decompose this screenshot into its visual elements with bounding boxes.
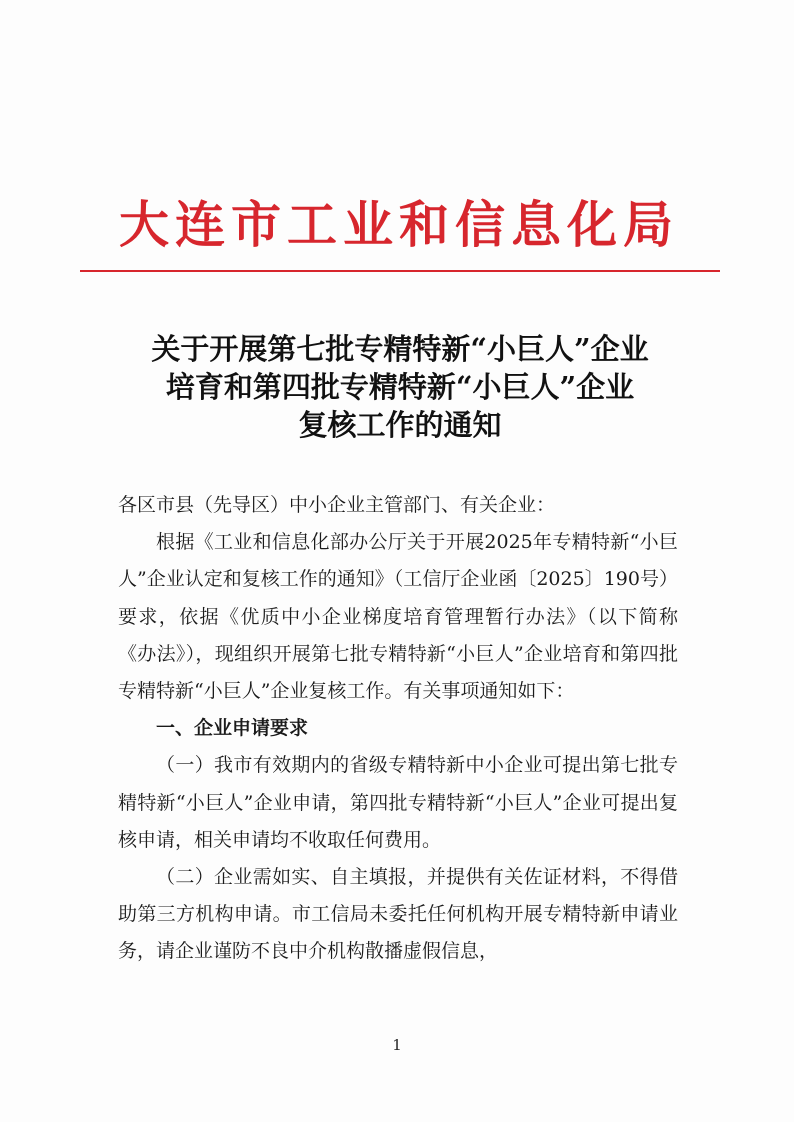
masthead-org-name: 大连市工业和信息化局 [119, 195, 679, 254]
salutation: 各区市县（先导区）中小企业主管部门、有关企业： [118, 494, 556, 516]
document-body [118, 487, 678, 971]
masthead-red-rule [80, 270, 720, 272]
section-1-item-2: （二）企业需如实、自主填报，并提供有关佐证材料，不得借助第三方机构申请。市工信局未委托任何机构开展专精特新申请业务，请企业谨防不良中介机构散播虚假信息， [118, 866, 678, 963]
intro-paragraph: 根据《工业和信息化部办公厅关于开展2025年专精特新“小巨人”企业认定和复核工作的通知》（工信厅企业函〔2025〕190号）要求，依据《优质中小企业梯度培育管理暂行办法》（以下简称《办法》），现组织开展第七批专精特新“小巨人”企业培育和第四批专精特新“小巨人”企业复核工作。有关事项通知如下： [118, 531, 678, 703]
section-heading-1: 一、企业申请要求 [156, 717, 309, 740]
page-number: 1 [392, 1036, 402, 1054]
section-1-item-1: （一）我市有效期内的省级专精特新中小企业可提出第七批专精特新“小巨人”企业申请，第四批专精特新“小巨人”企业可提出复核申请，相关申请均不收取任何费用。 [118, 754, 678, 851]
document-title-line-2: 培育和第四批专精特新“小巨人”企业 [165, 370, 635, 404]
document-title [80, 330, 720, 444]
document-title-line-3: 复核工作的通知 [298, 408, 502, 442]
document-title-line-1: 关于开展第七批专精特新“小巨人”企业 [151, 332, 649, 366]
